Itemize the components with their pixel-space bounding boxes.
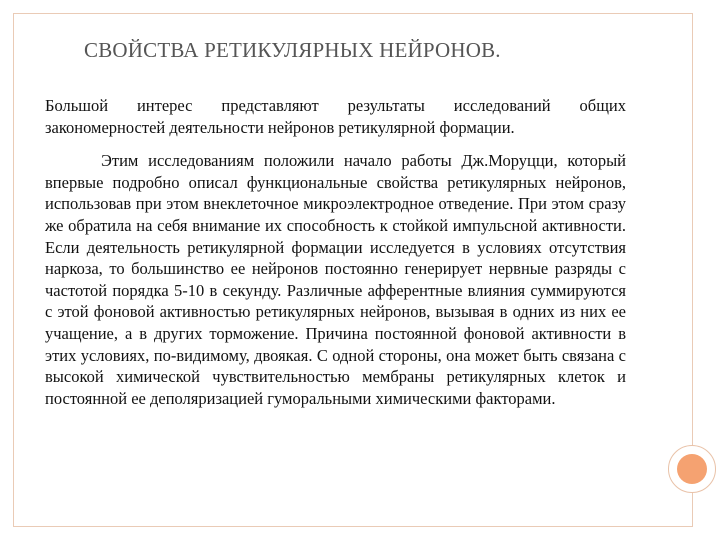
intro-paragraph: Большой интерес представляют результаты исследований общих закономерностей деятельности нейронов ретикулярной формации.	[45, 96, 626, 137]
slide-body	[45, 95, 626, 409]
frame-right-edge	[692, 13, 693, 447]
main-paragraph: Этим исследованиям положили начало работы Дж.Моруцци, который впервые подробно описал функциональные свойства ретикулярных нейронов, использовав при этом внеклеточное микроэлектродное отведение. При этом сразу же обратила на себя внимание их способность к стойкой импульсной активности. Если деятельность ретикулярной формации исследуется в условиях отсутствия наркоза, то большинство ее нейронов постоянно генерирует нервные разряды с частотой порядка 5-10 в секунду. Различные афферентные влияния суммируются с этой фоновой активностью ретикулярных нейронов, вызывая в одних из них ее учащение, а в других торможение. Причина постоянной фоновой активности в этих условиях, по-видимому, двоякая. С одной стороны, она может быть связана с высокой химической чувствительностью мембраны ретикулярных клеток и постоянной ее деполяризацией гуморальными химическими факторами.	[45, 151, 626, 408]
decorative-circle-icon	[668, 445, 716, 493]
frame-right-edge-bottom	[692, 491, 693, 527]
slide-title: СВОЙСТВА РЕТИКУЛЯРНЫХ НЕЙРОНОВ.	[84, 38, 501, 62]
